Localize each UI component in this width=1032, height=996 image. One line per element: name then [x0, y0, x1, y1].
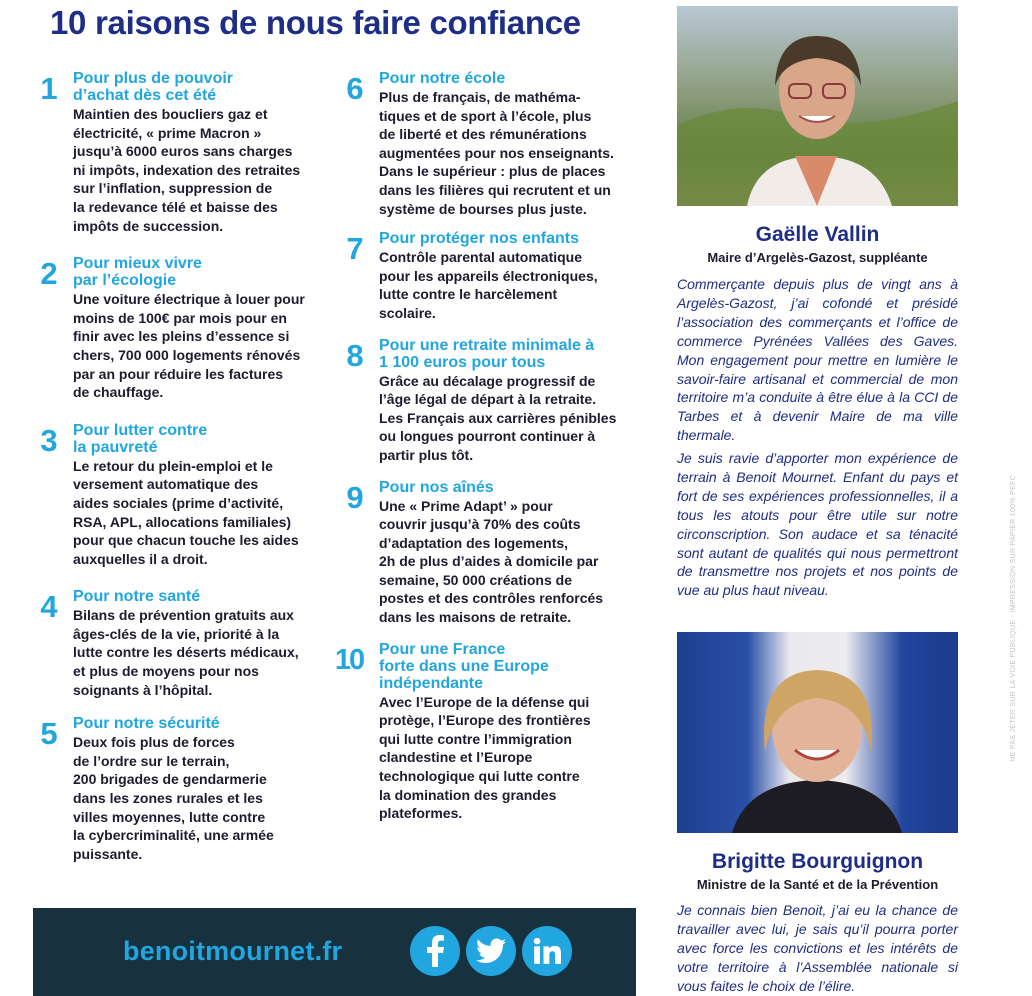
reason-number: 5 — [40, 716, 58, 752]
reason-body: Plus de français, de mathéma- tiques et de sport à l’école, plus de liberté et des rémunérations augmentées pour nos enseignants. Dans le supérieur : plus de places dans les filières qui recrutent et un système de bourses plus juste. — [379, 89, 614, 217]
reason-item — [30, 422, 330, 569]
reason-heading: Pour notre école — [379, 70, 506, 87]
facebook-icon[interactable] — [410, 926, 460, 976]
person-role: Ministre de la Santé et de la Prévention — [696, 877, 939, 892]
reason-heading: Pour nos aînés — [379, 478, 494, 496]
reason-body: Avec l’Europe de la défense qui protège, l’Europe des frontières qui lutte contre l’immigration clandestine et l’Europe technologique qui lutte contre la domination des grandes plateformes. — [379, 693, 591, 822]
reason-heading: Pour plus de pouvoir d’achat dès cet été — [73, 70, 234, 104]
twitter-icon[interactable] — [466, 926, 516, 976]
reason-item — [30, 255, 330, 402]
person-name: Gaëlle Vallin — [755, 223, 880, 246]
reason-body: Bilans de prévention gratuits aux âges-clés de la vie, priorité à la lutte contre les déserts médicaux, et plus de moyens pour nos soignants à l’hôpital. — [73, 607, 299, 698]
reason-number: 1 — [40, 71, 58, 106]
reason-item — [336, 641, 646, 823]
reason-heading: Pour notre sécurité — [73, 715, 220, 733]
reason-item — [336, 337, 646, 465]
reason-heading: Pour une retraite minimale à 1 100 euros pour tous — [379, 336, 595, 371]
reasons-column-left — [30, 70, 330, 877]
person-role: Maire d’Argelès-Gazost, suppléante — [707, 250, 928, 265]
reason-body: Contrôle parental automatique pour les appareils électroniques, lutte contre le harcèlement scolaire. — [379, 249, 598, 321]
reason-item — [30, 70, 330, 235]
reason-heading: Pour notre santé — [73, 588, 201, 606]
reason-body: Le retour du plein-emploi et le versement automatique des aides sociales (prime d’activité, RSA, APL, allocations familiales) pour que chacun touche les aides auxquelles il a droit. — [73, 457, 299, 567]
footer-banner — [33, 908, 636, 996]
page-title: 10 raisons de nous faire confiance — [50, 4, 581, 41]
reason-number: 3 — [40, 422, 58, 458]
reason-heading: Pour mieux vivre par l’écologie — [73, 255, 202, 290]
reason-heading: Pour une France forte dans une Europe indépendante — [379, 640, 549, 692]
reason-number: 8 — [346, 337, 364, 373]
reason-body: Grâce au décalage progressif de l’âge légal de départ à la retraite. Les Français aux carrières pénibles ou longues pourront continuer à partir plus tôt. — [379, 372, 617, 463]
person-bio: Je connais bien Benoit, j’ai eu la chance de travailler avec lui, je sais qu’il pourra porter avec force les convictions et les intérêts de votre territoire à l’Assemblée nationale si vous faites le choix de l’élire. — [677, 902, 958, 994]
person-bio: Commerçante depuis plus de vingt ans à Argelès-Gazost, j’ai cofondé et présidé l’association des commerçants et l’office de commerce Pyrénées Vallées des Gaves. Mon engagement pour mettre en lumière le savoir-faire artisanal et commercial de mon territoire m’a conduite à être élue à la CCI de Tarbes et à devenir Maire de ma ville thermale. — [677, 276, 958, 444]
reason-item — [30, 715, 330, 863]
reason-heading: Pour lutter contre la pauvreté — [73, 421, 208, 456]
reason-number: 2 — [40, 256, 58, 292]
reason-item — [30, 588, 330, 699]
reason-body: Une « Prime Adapt’ » pour couvrir jusqu’à 70% des coûts d’adaptation des logements, 2h de plus d’aides à domicile par semaine, 50 000 créations de postes et des contrôles renforcés dans les maisons de retraite. — [379, 497, 604, 626]
portrait-photo-gaelle-vallin — [677, 6, 958, 206]
reasons-column-middle — [336, 70, 646, 837]
reason-number: 7 — [346, 231, 364, 267]
reason-item — [336, 70, 646, 218]
reason-heading: Pour protéger nos enfants — [379, 230, 580, 248]
reason-item — [336, 230, 646, 322]
reason-body: Une voiture électrique à louer pour moins de 100€ par mois pour en finir avec les pleins d’essence si chers, 700 000 logements rénovés par an pour réduire les factures de chauffage. — [73, 291, 305, 401]
website-link[interactable]: benoitmournet.fr — [123, 936, 343, 966]
portrait-photo-brigitte-bourguignon — [677, 632, 958, 833]
print-notice: NE PAS JETER SUR LA VOIE PUBLIQUE - IMPRESSION SUR PAPIER 100% PEFC — [1010, 475, 1017, 762]
reason-item — [336, 479, 646, 627]
person-name: Brigitte Bourguignon — [711, 850, 924, 873]
reason-body: Deux fois plus de forces de l’ordre sur le terrain, 200 brigades de gendarmerie dans les zones rurales et les villes moyennes, lutte contre la cybercriminalité, une armée puissante. — [73, 734, 274, 862]
person-bio: Je suis ravie d’apporter mon expérience de terrain à Benoit Mournet. Enfant du pays et fort de ses expériences professionnelles, il a tous les atouts pour être utile sur notre circonscription. Son audace et sa ténacité sont autant de qualités qui nous permettront de transmettre nos projets et nos points de vue au plus haut niveau. — [677, 450, 958, 599]
reason-number: 10 — [334, 643, 364, 676]
reason-number: 9 — [346, 479, 364, 515]
reason-body: Maintien des boucliers gaz et électricité, « prime Macron » jusqu’à 6000 euros sans charges ni impôts, indexation des retraites sur l’inflation, suppression de la redevance télé et baisse des impôts de succession. — [73, 106, 301, 234]
linkedin-icon[interactable] — [522, 926, 572, 976]
reason-number: 6 — [346, 71, 364, 106]
reason-number: 4 — [40, 589, 58, 625]
